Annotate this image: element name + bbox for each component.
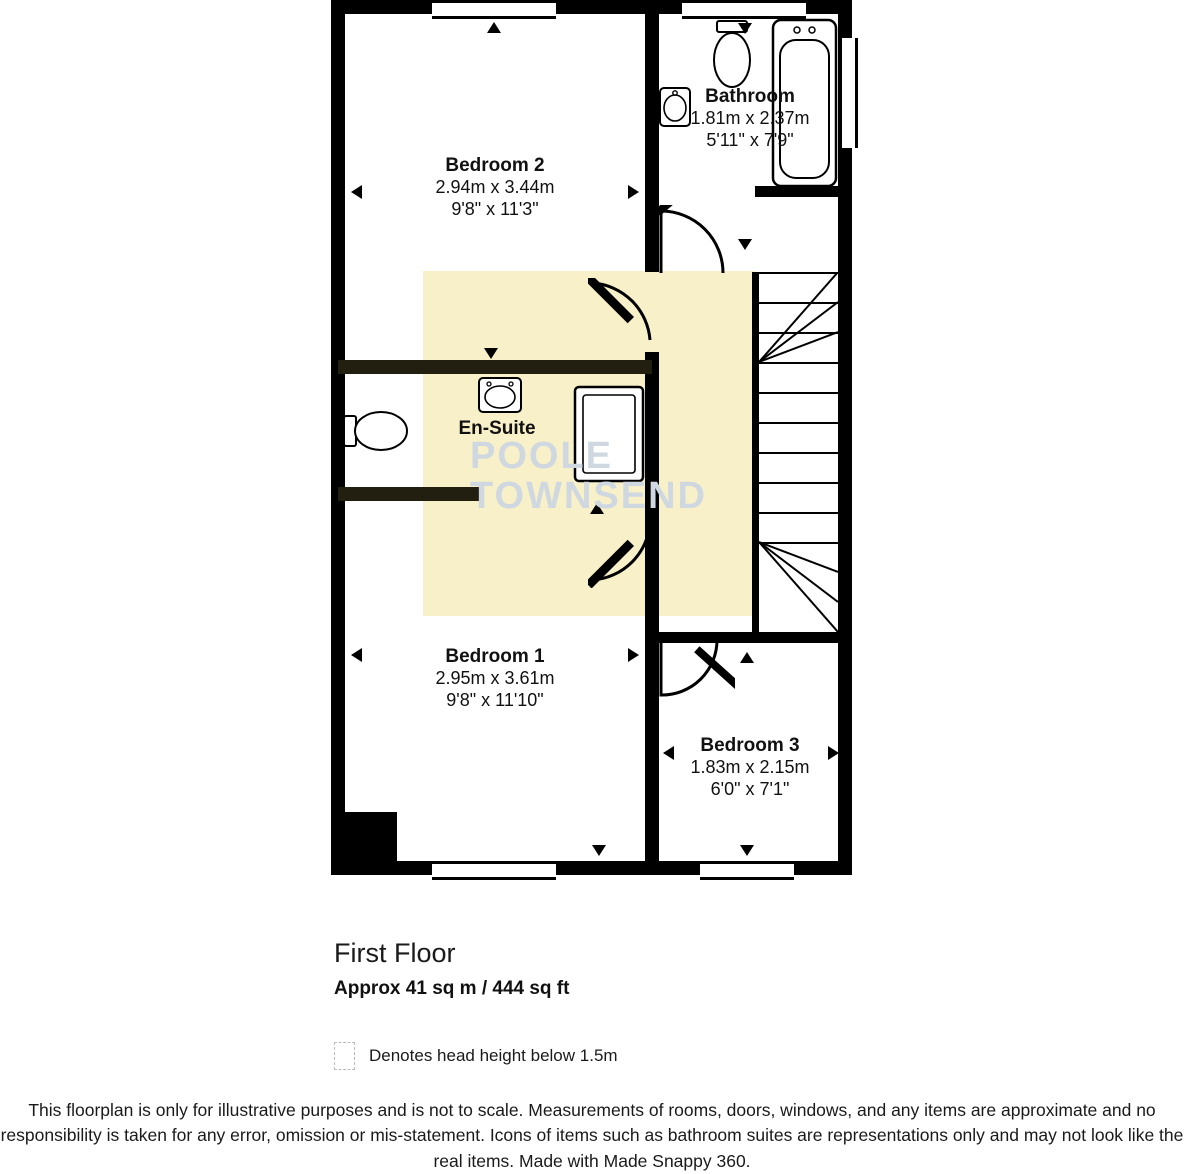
window-bedroom2-top [432,0,556,19]
watermark-line-1: POOLE [470,435,614,477]
room-dim-imperial: 5'11" x 7'9" [706,129,794,150]
window-bedroom3-bottom [700,861,794,880]
room-label-bathroom [625,86,875,151]
legend-label: Denotes head height below 1.5m [369,1046,618,1065]
room-name: En-Suite [458,418,536,439]
dim-arrow-bedroom3-right [828,746,839,760]
floor-area-text: Approx 41 sq m / 444 sq ft [334,978,570,999]
dim-arrow-bedroom1-up [590,503,604,514]
wall-notch-bottom-left [331,812,397,875]
dim-arrow-bedroom3-up [740,652,754,663]
dim-arrow-landing-down [738,239,752,250]
dim-arrow-bathroom-down [738,23,752,34]
room-name: Bedroom 3 [700,735,800,756]
dim-arrow-bedroom1-left [351,648,362,662]
room-name: Bathroom [705,86,795,107]
shower-icon [573,385,645,483]
dim-arrow-bedroom1-right [628,648,639,662]
room-label-bedroom-2 [370,155,620,220]
wall-ensuite-bottom [338,487,480,501]
room-dim-metric: 2.94m x 3.44m [435,177,555,198]
window-bedroom1-bottom [432,861,556,880]
dim-arrow-bedroom2-right [628,185,639,199]
legend-head-height [334,1042,618,1070]
room-label-en-suite [422,418,572,440]
room-dim-imperial: 9'8" x 11'10" [446,689,544,710]
room-label-bedroom-1 [370,646,620,711]
window-bathroom-top [682,0,806,19]
room-name: Bedroom 1 [445,646,545,667]
door-bedroom2 [655,205,735,280]
wall-landing-right [752,272,759,632]
staircase [759,272,838,632]
room-dim-imperial: 6'0" x 7'1" [710,778,790,799]
legend-swatch-icon [334,1042,355,1070]
door-ensuite-upper [588,278,658,348]
room-dim-metric: 1.81m x 2.37m [690,108,810,129]
room-dim-metric: 2.95m x 3.61m [435,668,555,689]
floor-title: First Floor [334,938,456,968]
dim-arrow-bedroom3-down [740,845,754,856]
dim-arrow-bedroom1-down [592,845,606,856]
wall-interior-spine-mid [645,352,659,642]
wall-ensuite-top [338,360,652,374]
dim-arrow-bedroom2-down [484,348,498,359]
room-name: Bedroom 2 [445,155,545,176]
door-ensuite-lower [588,518,658,588]
dim-arrow-bedroom2-left [351,185,362,199]
dim-arrow-bedroom3-left [663,746,674,760]
ensuite-toilet-icon [343,404,411,458]
room-dim-imperial: 9'8" x 11'3" [451,198,539,219]
watermark-line-2: TOWNSEND [470,474,707,517]
room-dim-metric: 1.83m x 2.15m [690,757,810,778]
room-label-bedroom-3 [625,735,875,800]
dim-arrow-bedroom2-up [487,22,501,33]
door-bedroom3 [655,637,735,703]
ensuite-basin-icon [477,376,523,414]
disclaimer-text: This floorplan is only for illustrative purposes and is not to scale. Measurements of rooms, doors, windows, and any items are approximate and no responsibility is taken for any error, omission or mis-statement. Icons of items such as bathroom suites are representations only and may not look like the real items. Made with Made Snappy 360. [0,1100,1184,1171]
